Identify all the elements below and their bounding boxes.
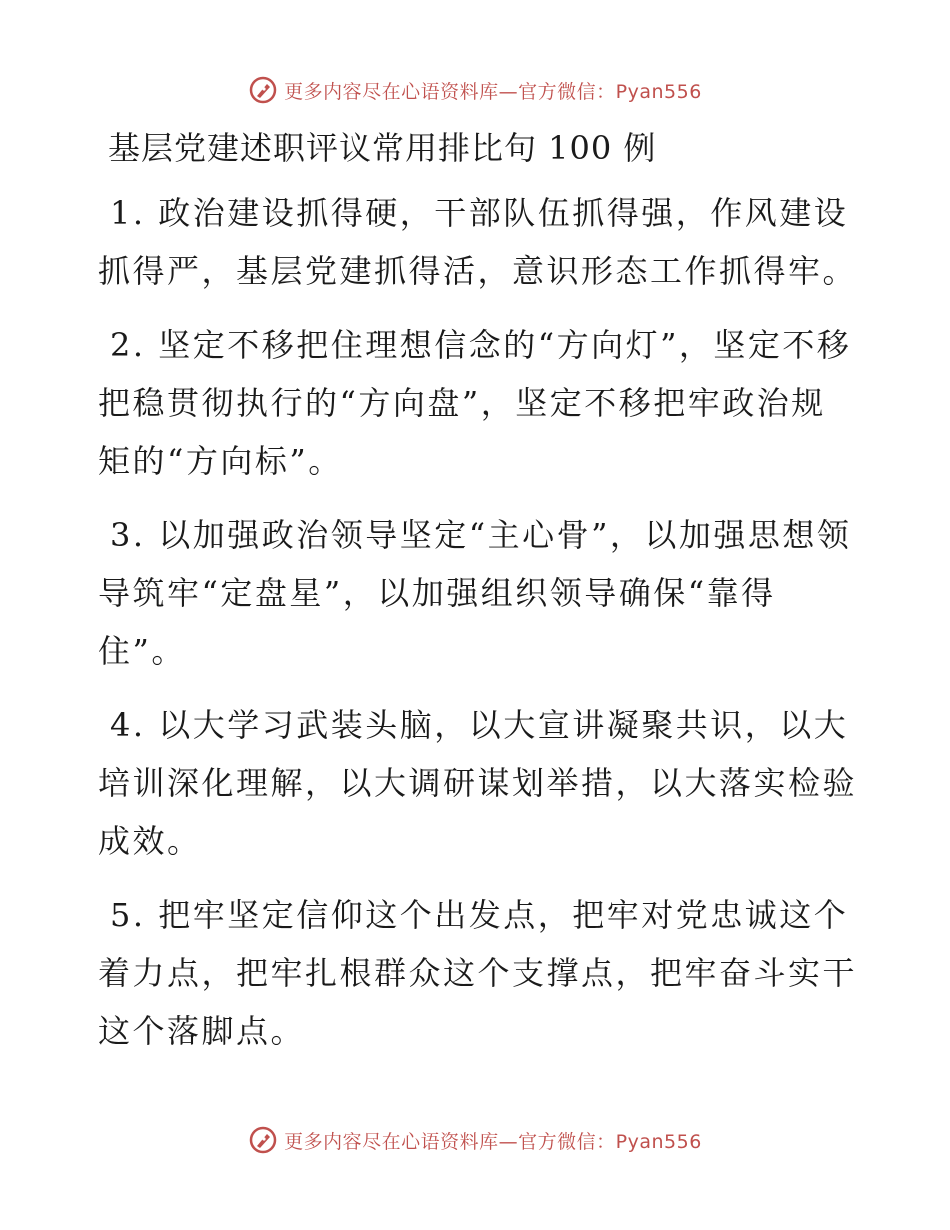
pen-nib-circle-icon xyxy=(248,1125,278,1155)
paragraph-2: 2. 坚定不移把住理想信念的“方向灯”，坚定不移把稳贯彻执行的“方向盘”，坚定不移把牢政治规矩的“方向标”。 xyxy=(98,326,852,480)
paragraph-4: 4. 以大学习武装头脑，以大宣讲凝聚共识，以大培训深化理解，以大调研谋划举措，以大落实检验成效。 xyxy=(98,706,858,860)
document-body xyxy=(98,120,858,1076)
header-watermark xyxy=(0,70,950,110)
pen-nib-circle-icon xyxy=(248,75,278,105)
footer-brand-text: 更多内容尽在心语资料库—官方微信：Pyan556 xyxy=(284,1130,702,1153)
paragraph-5: 5. 把牢坚定信仰这个出发点，把牢对党忠诚这个着力点，把牢扎根群众这个支撑点，把牢奋斗实干这个落脚点。 xyxy=(98,896,858,1050)
document-title: 基层党建述职评议常用排比句 100 例 xyxy=(108,129,657,167)
header-brand-text: 更多内容尽在心语资料库—官方微信：Pyan556 xyxy=(284,80,702,103)
footer-watermark xyxy=(0,1120,950,1160)
paragraph-3: 3. 以加强政治领导坚定“主心骨”，以加强思想领导筑牢“定盘星”，以加强组织领导确保“靠得住”。 xyxy=(98,516,852,670)
paragraph-1: 1. 政治建设抓得硬，干部队伍抓得强，作风建设抓得严，基层党建抓得活，意识形态工作抓得牢。 xyxy=(98,194,858,290)
